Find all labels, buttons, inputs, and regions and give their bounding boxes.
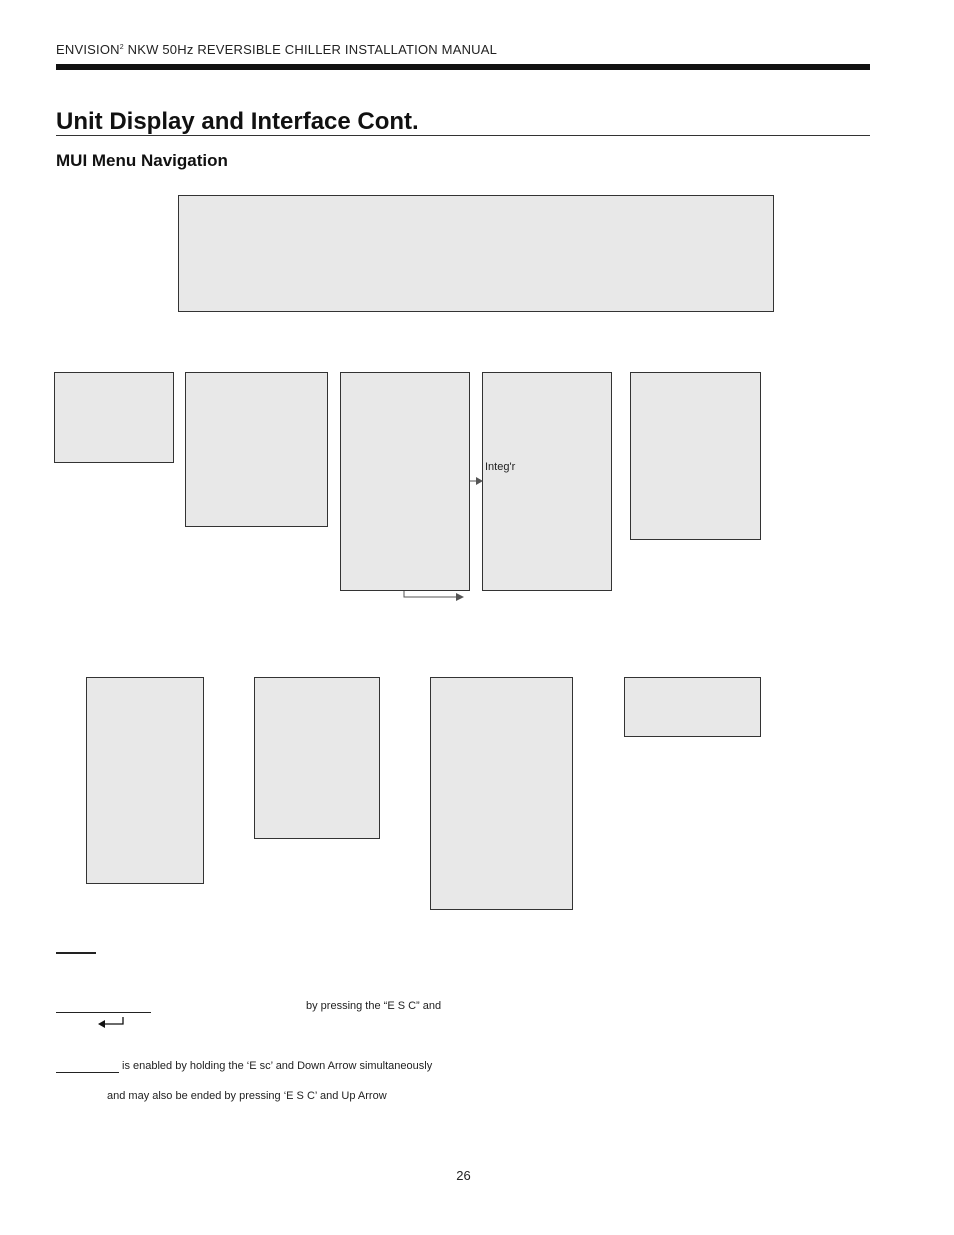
page-title: Unit Display and Interface Cont.: [56, 108, 419, 135]
header-brand-superscript: 2: [119, 44, 124, 51]
arrow-box3-to-box4: [470, 477, 483, 485]
ended-note: and may also be ended by pressing ‘E S C’ and Up Arrow: [107, 1090, 387, 1102]
section-subtitle: MUI Menu Navigation: [56, 151, 228, 170]
arrow-box3-bottom: [404, 591, 464, 601]
menu-box-9: [624, 677, 761, 737]
header-title: NKW 50Hz REVERSIBLE CHILLER INSTALLATION MANUAL: [123, 42, 498, 57]
enabled-note: is enabled by holding the ‘E sc’ and Down Arrow simultaneously: [122, 1060, 433, 1072]
note-rule-2: [56, 1012, 151, 1013]
menu-box-7: [254, 677, 380, 839]
integr-label: Integ'r: [485, 461, 516, 473]
note-rule-1: [56, 952, 96, 954]
enter-icon: [96, 1015, 128, 1031]
menu-box-8: [430, 677, 573, 910]
note-rule-3: [56, 1072, 119, 1073]
menu-box-6: [86, 677, 204, 884]
header-brand: ENVISION: [56, 42, 120, 57]
page-number: 26: [456, 1168, 471, 1183]
esc-note: by pressing the “E S C” and: [306, 1000, 442, 1012]
